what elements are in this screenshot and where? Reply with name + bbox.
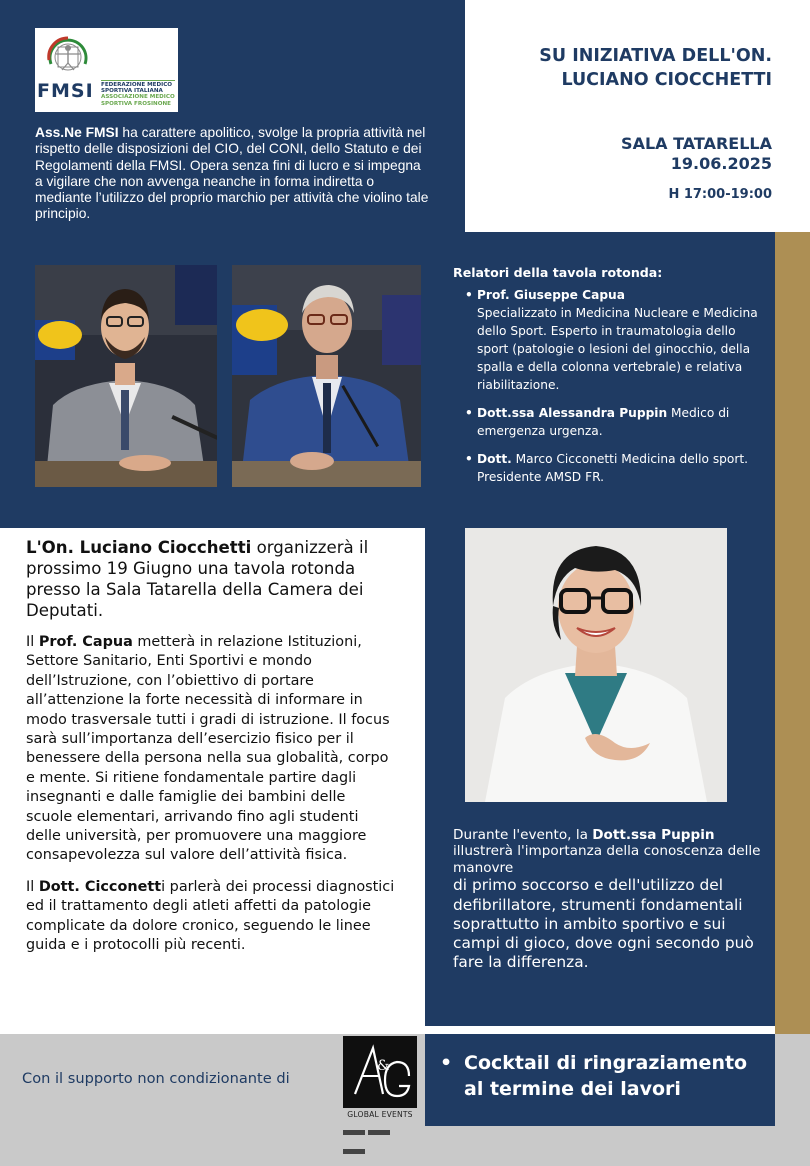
speakers-list [465, 286, 763, 486]
logo-line-3: ASSOCIAZIONE MEDICO [101, 94, 175, 101]
lead-name: L'On. Luciano Ciocchetti [26, 538, 252, 557]
intro-org: Ass.Ne FMSI [35, 125, 119, 140]
p1-pre: Il [26, 634, 39, 650]
puppin-intro [453, 827, 771, 876]
speaker-name: Dott.ssa Alessandra Puppin [477, 406, 668, 420]
capua-paragraph [26, 633, 396, 866]
speaker-desc: Marco Cicconetti Medicina dello sport. Presidente AMSD FR. [477, 452, 749, 484]
main-description [26, 537, 396, 956]
logo-mark: FMSI [37, 80, 94, 102]
logo-line-2: SPORTIVA ITALIANA [101, 88, 163, 95]
speaker-desc: Specializzato in Medicina Nucleare e Medicina dello Sport. Esperto in traumatologia dello sport (patologie o lesioni del ginocchio, della spalla e della colonna vertebrale) e relativa riabilitazione. [477, 306, 758, 392]
p1-text: metterà in relazione Istituzioni, Settore Sanitario, Enti Sportivi e mondo dell’Istruzione, con l’obiettivo di portare all’attenzione la forte necessità di informare in modo trasversale tutti i gradi di istruzione. Il focus sarà sull’importanza dell’esercizio fisico per il benessere della persona nella sua globalità, corpo e mente. Si ritiene fondamentale partire dagli insegnanti e dalle famiglie dei bambini delle scuole elementari, arrivando fino agli studenti delle università, per promuovere una maggiore consapevolezza sul valore dell’attività fisica. [26, 634, 390, 864]
lead-text: organizzerà il prossimo 19 Giugno una tavola rotonda presso la Sala Tatarella della Camera dei Deputati. [26, 538, 369, 620]
venue-name: SALA TATARELLA [621, 134, 772, 153]
event-date: 19.06.2025 [670, 154, 772, 173]
cocktail-text: Cocktail di ringraziamento al termine dei lavori [464, 1052, 748, 1100]
puppin-description [453, 827, 771, 973]
ag-logo-box [343, 1036, 417, 1108]
ag-caption: GLOBAL EVENTS [347, 1110, 413, 1119]
puppin-name: Dott.ssa Puppin [592, 827, 715, 843]
speaker-name: Prof. Giuseppe Capua [477, 288, 625, 302]
puppin-text-1: illustrerà l'importanza della conoscenza delle manovre [453, 843, 761, 876]
p2-name: Dott. Cicconett [38, 878, 162, 895]
cocktail-bullet: • [440, 1052, 453, 1074]
speakers-section [453, 264, 763, 486]
logo-text [101, 82, 175, 107]
speaker-name: Dott. [477, 452, 512, 466]
event-title [480, 44, 772, 92]
fmsi-logo [35, 28, 178, 112]
photo-capua [35, 265, 217, 487]
puppin-text-2: di primo soccorso e dell'utilizzo del defibrillatore, strumenti fondamentali soprattutto in ambito sportivo e sui campi di gioco, dove ogni secondo può fare la differenza. [453, 876, 754, 972]
cicconetti-paragraph [26, 878, 396, 956]
speaker-item [465, 286, 763, 394]
lead-paragraph [26, 537, 396, 621]
speaker-item [465, 404, 763, 440]
speaker-desc: Medico di emergenza urgenza. [477, 406, 730, 438]
puppin-pre: Durante l'evento, la [453, 827, 593, 843]
photo-puppin [465, 528, 727, 802]
p2-text: i parlerà dei processi diagnostici ed il trattamento degli atleti affetti da patologie complicate da dolore cronico, seguendo le linee guida e i protocolli più recenti. [26, 878, 395, 954]
ag-monogram-icon [343, 1036, 417, 1108]
ag-bars [343, 1120, 417, 1125]
p1-name: Prof. Capua [38, 634, 133, 650]
gold-strip [775, 232, 810, 1124]
photo-ciocchetti [232, 265, 421, 487]
logo-line-4: SPORTIVA FROSINONE [101, 100, 171, 107]
event-venue [480, 134, 772, 174]
logo-line-1: FEDERAZIONE MEDICO [101, 82, 173, 88]
title-line-2: LUCIANO CIOCCHETTI [561, 70, 772, 90]
title-line-1: SU INIZIATIVA DELL'ON. [539, 46, 772, 66]
intro-text: ha carattere apolitico, svolge la propria attività nel rispetto delle disposizioni del CIO, del CONI, dello Statuto e dei Regolamenti della FMSI. Opera senza fini di lucro e si impegna a vigilare che non avvenga neanche in forma indiretta o mediante l’utilizzo del proprio marchio per attività che violino tale principio. [35, 125, 429, 222]
cocktail-note [440, 1050, 770, 1102]
speakers-title: Relatori della tavola rotonda: [453, 265, 663, 280]
event-time: H 17:00-19:00 [668, 187, 772, 202]
logo-divider [101, 80, 175, 81]
p2-pre: Il [26, 878, 39, 895]
intro-paragraph [35, 125, 430, 223]
speaker-item [465, 450, 763, 486]
support-text: Con il supporto non condizionante di [22, 1070, 290, 1087]
ag-global-events-logo [343, 1036, 417, 1126]
svg-text:&: & [377, 1058, 390, 1074]
vitruvian-emblem-icon [41, 30, 95, 84]
